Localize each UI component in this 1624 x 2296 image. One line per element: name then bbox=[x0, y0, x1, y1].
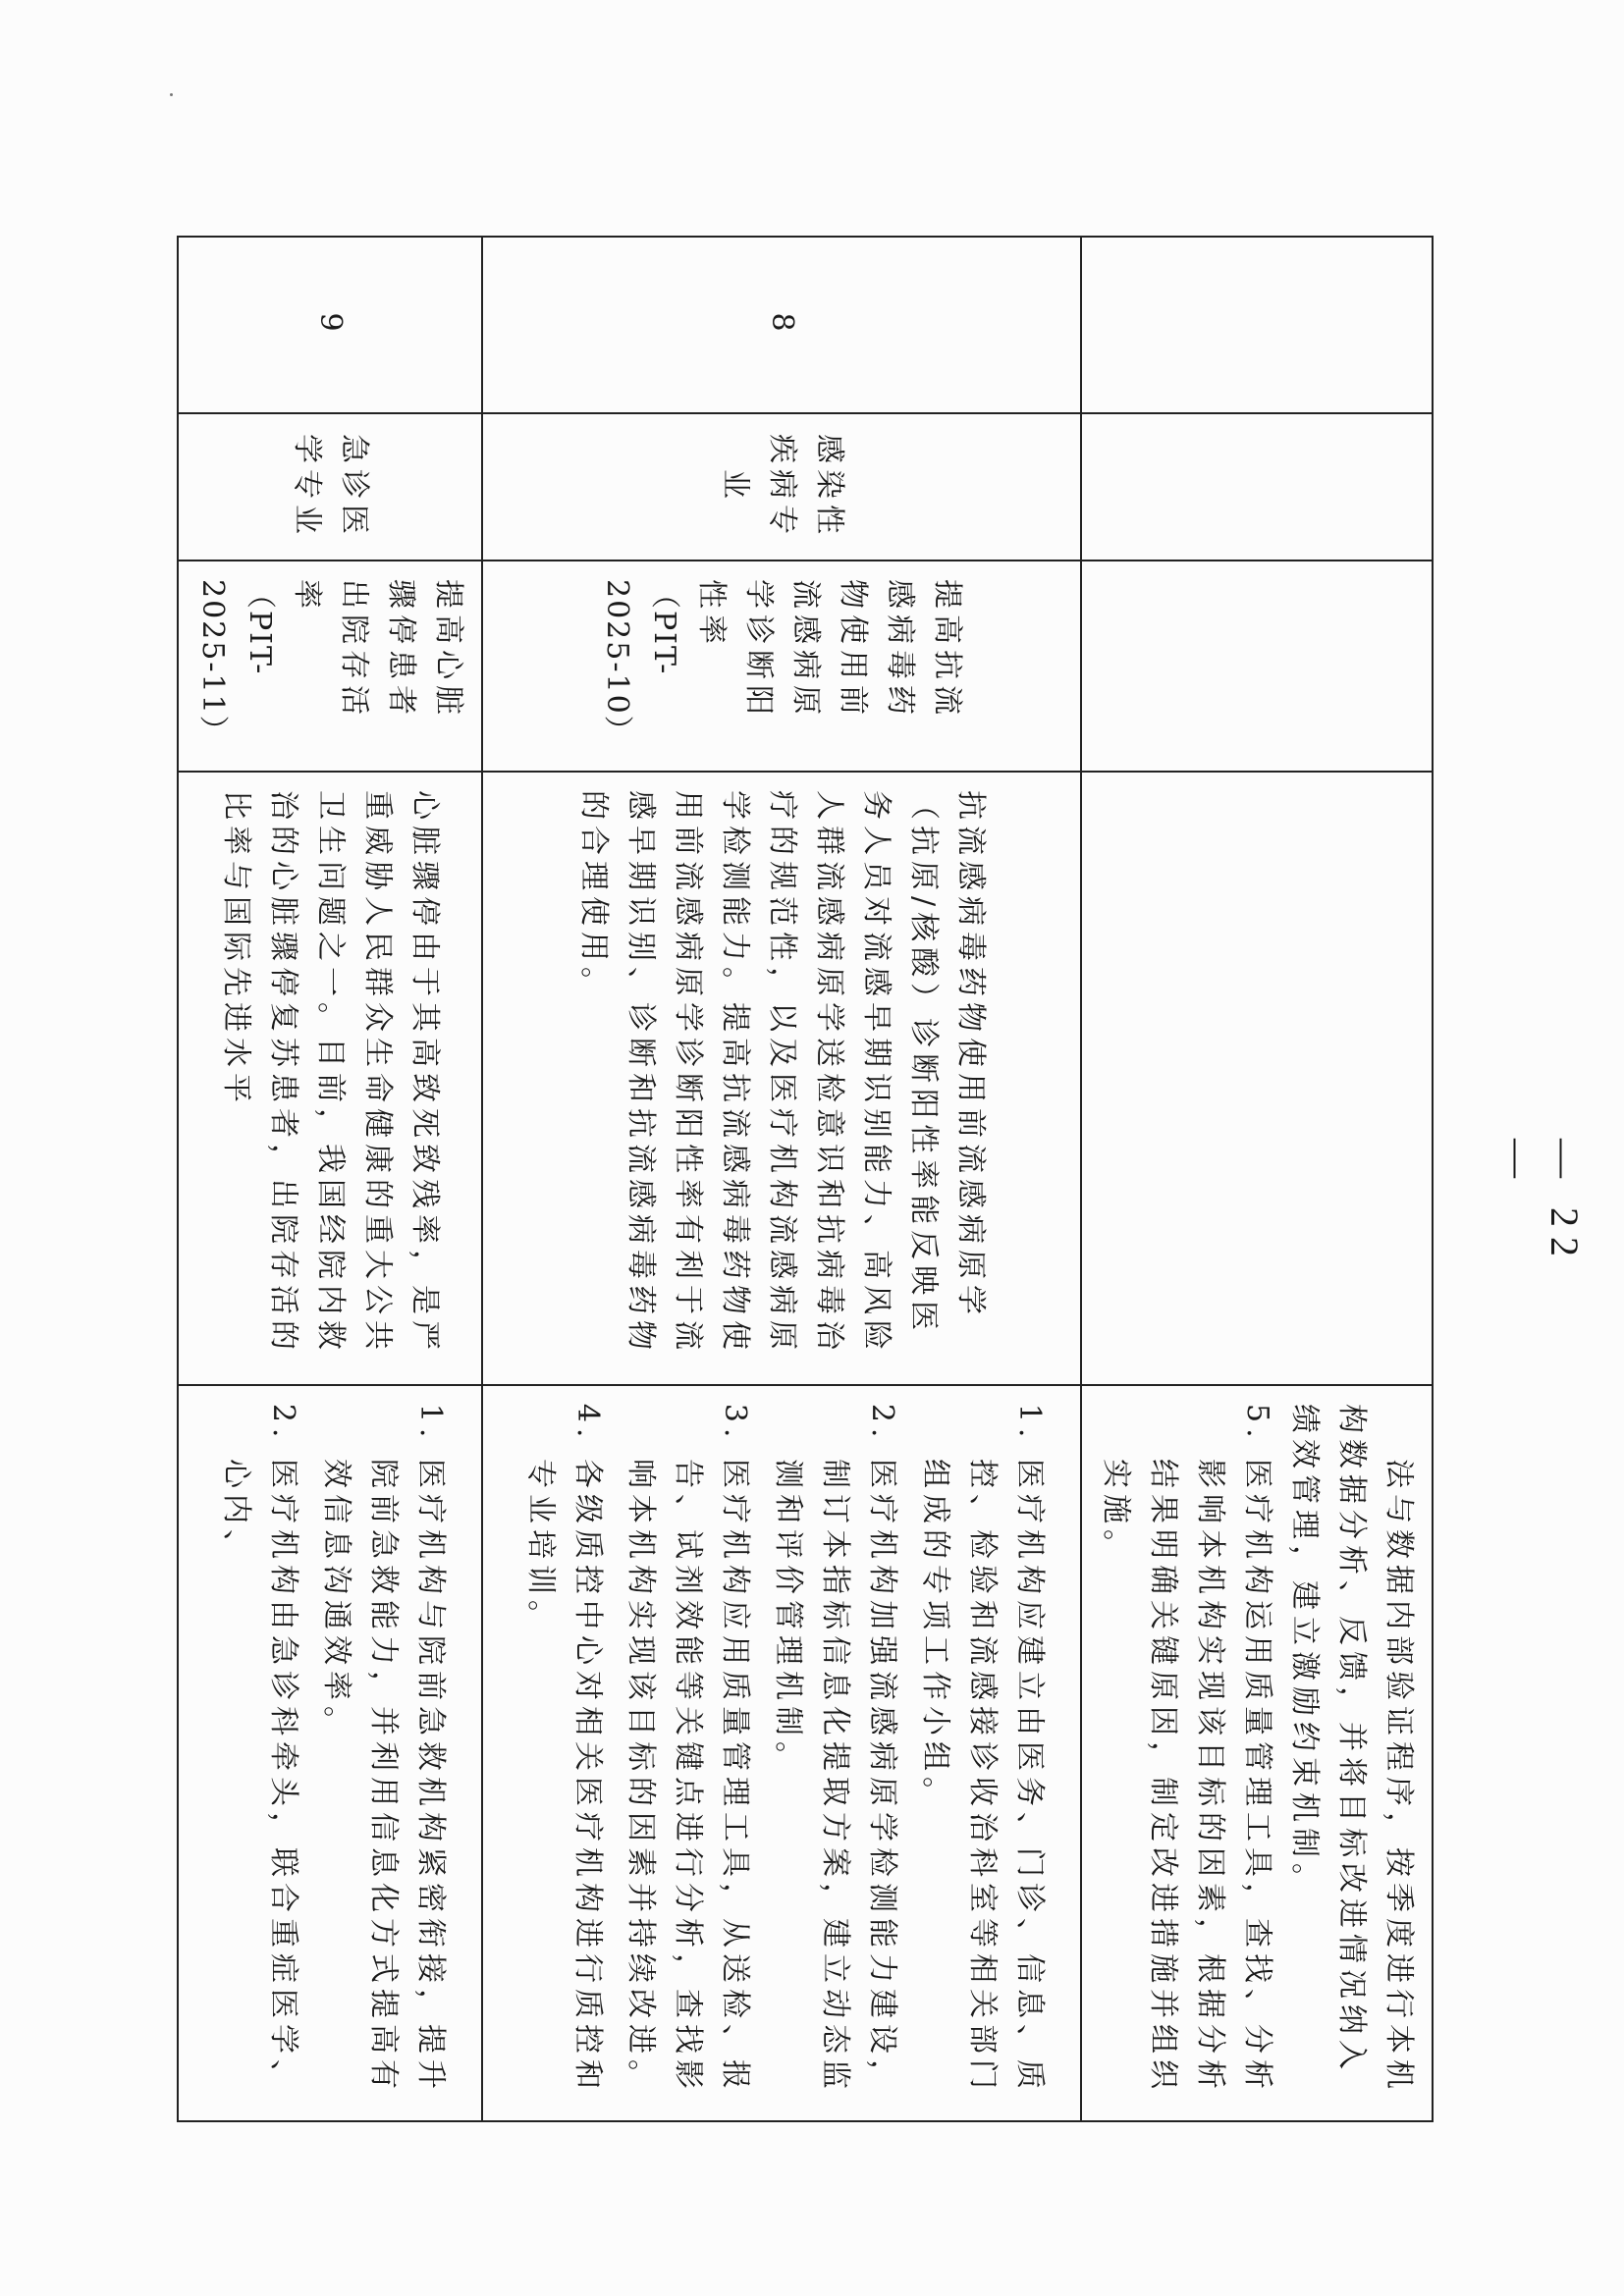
cell-row-number: 9 bbox=[178, 237, 482, 413]
cell-specialty: 感染性疾病专业 bbox=[482, 413, 1081, 561]
cell-steps-continuation bbox=[1081, 1385, 1433, 2121]
cell-target bbox=[178, 561, 482, 772]
measures-table bbox=[177, 236, 1434, 2122]
cell-target bbox=[482, 561, 1081, 772]
target-code: （PIT-2025-11） bbox=[195, 579, 277, 747]
step-item: 2. 医疗机构由急诊科牵头，联合重症医学、心内、 bbox=[212, 1459, 306, 2103]
step-item: 1. 医疗机构与院前急救机构紧密衔接，提升院前急救能力，并利用信息化方式提高有效信息沟通效率。 bbox=[312, 1459, 454, 2103]
rotated-table-stage bbox=[195, 236, 1434, 2120]
cell-steps bbox=[178, 1385, 482, 2121]
cell-definition-empty bbox=[1081, 772, 1433, 1385]
scan-speck bbox=[170, 93, 173, 96]
table-row bbox=[178, 237, 482, 2121]
cell-specialty: 急诊医学专业 bbox=[178, 413, 482, 561]
target-code: （PIT-2025-10） bbox=[600, 579, 681, 747]
page-number bbox=[1434, 1139, 1610, 1276]
table-row bbox=[482, 237, 1081, 2121]
step-item: 1. 医疗机构应建立由医务、门诊、信息、质控、检验和流感接诊收治科室等相关部门组成的专项工作小组。 bbox=[911, 1459, 1053, 2103]
target-title: 提高心脏骤停患者出院存活率 bbox=[290, 579, 465, 721]
cell-definition: 抗流感病毒药物使用前流感病原学（抗原/核酸）诊断阳性率能反映医务人员对流感早期识别能力、高风险人群流感病原学送检意识和抗病毒治疗的规范性，以及医疗机构流感病原学检测能力。提高抗流感病毒药物使用前流感病原学诊断阳性率有利于流感早期识别、诊断和抗流感病毒药物的合理使用。 bbox=[482, 772, 1081, 1385]
cell-no-empty bbox=[1081, 237, 1433, 413]
continued-step-text: 法与数据内部验证程序，按季度进行本机构数据分析、反馈，并将目标改进情况纳入绩效管理，建立激励约束机制。 bbox=[1287, 1404, 1416, 2095]
step-item: 2. 医疗机构加强流感病原学检测能力建设，制订本指标信息化提取方案，建立动态监测和评价管理机制。 bbox=[764, 1459, 905, 2103]
steps-list bbox=[516, 1404, 1053, 2103]
target-title: 提高抗流感病毒药物使用前流感病原学诊断阳性率 bbox=[694, 579, 964, 721]
cell-row-number: 8 bbox=[482, 237, 1081, 413]
step-text: 医疗机构运用质量管理工具，查找、分析影响本机构实现该目标的因素，根据分析结果明确关键原因，制定改进措施并组织实施。 bbox=[1099, 1459, 1274, 2095]
cell-definition: 心脏骤停由于其高致死致残率，是严重威胁人民群众生命健康的重大公共卫生问题之一。目前，我国经院内救治的心脏骤停复苏患者，出院存活的比率与国际先进水平 bbox=[178, 772, 482, 1385]
step-item: 3. 医疗机构应用质量管理工具，从送检、报告、试剂效能等关键点进行分析，查找影响本机构实现该目标的因素并持续改进。 bbox=[617, 1459, 758, 2103]
step-item-5 bbox=[1092, 1404, 1280, 2103]
page-number-text: — 22 — bbox=[1496, 1139, 1587, 1266]
step-number: 5. bbox=[1240, 1404, 1274, 1444]
step-item: 4. 各级质控中心对相关医疗机构进行质控和专业培训。 bbox=[516, 1459, 611, 2103]
steps-list bbox=[212, 1404, 454, 2103]
table-row-continuation bbox=[1081, 237, 1433, 2121]
cell-specialty-empty bbox=[1081, 413, 1433, 561]
cell-target-empty bbox=[1081, 561, 1433, 772]
cell-steps bbox=[482, 1385, 1081, 2121]
